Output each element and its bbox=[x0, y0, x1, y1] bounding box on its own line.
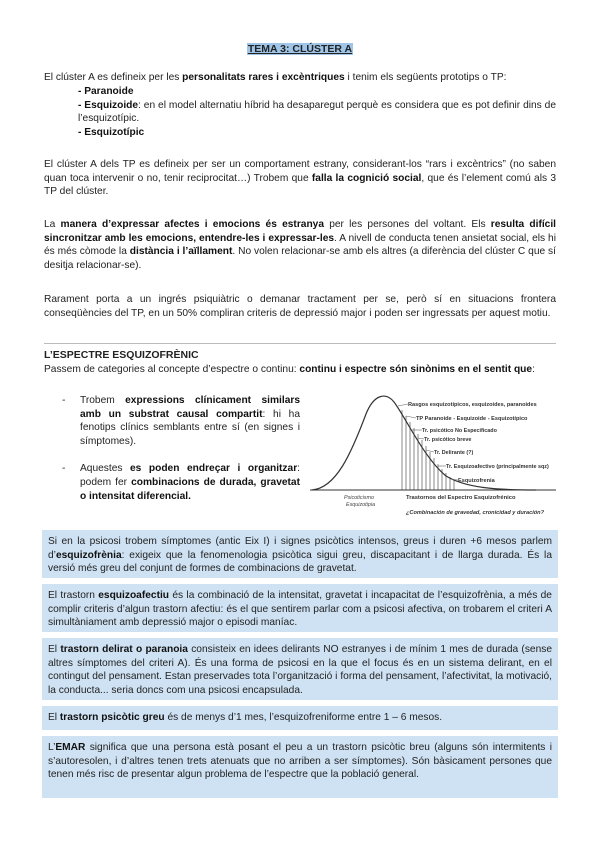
paragraph-admission: Rarament porta a un ingrés psiquiàtric o demanar tractament per se, però sí en situacions frontera conseqüències del TP, en un 50% compliran criteris de depressió major i poden ser ingressats per aquest motiu. bbox=[44, 294, 556, 319]
section-intro: Passem de categories al concepte d’espectre o continu: continu i espectre són sinònims en el sentit que: bbox=[44, 364, 535, 375]
axis-left-label: Esquizotipia bbox=[346, 502, 376, 508]
axis-title: Trastornos del Espectro Esquizofrénico bbox=[406, 495, 516, 501]
definition-box-brief-psychotic: El trastorn psicòtic greu és de menys d’1 mes, l’esquizofreniforme entre 1 – 6 mesos. bbox=[42, 706, 558, 730]
figure-label: TP Paranoide - Esquizoide - Esquizotípico bbox=[416, 416, 528, 422]
prototype-item: - Esquizoide: en el model alternatiu híbrid ha desaparegut perquè es considera que es pot definir dins de l’esquizotípic. bbox=[78, 99, 556, 125]
spectrum-bullet-list bbox=[62, 394, 300, 503]
definition-box-schizoaffective: El trastorn esquizoafectiu és la combinació de la intensitat, gravetat i incapacitat de l’esquizofrènia, a més de complir criteris d’algun trastorn afectiu: és el que sentirem parlar com a psicosi afectiva, on trobarem el criteri A simultàniament amb depressió major o episodi maníac. bbox=[42, 584, 558, 632]
figure-label: Tr. psicótico No Especificado bbox=[422, 428, 497, 434]
figure-label: Tr. psicótico breve bbox=[424, 437, 472, 443]
bell-curve bbox=[312, 396, 536, 490]
paragraph-cluster-a: El clúster A dels TP es defineix per ser un comportament estrany, considerant-los “rars i excèntrics” (no saben quan toca intervenir o no, tenir reciprocitat…) Trobem que falla la cognició social, que és l’element comú als 3 TP del clúster. bbox=[44, 159, 556, 198]
paragraph-emotions: La manera d’expressar afectes i emocions és estranya per les persones del voltant. Els resulta difícil sincronitzar amb les emocions, entendre-les i expressar-les. A nivell de conducta tenen ansietat social, els hi és més còmode la distància i l’aïllament. No volen relacionar-se amb els altres (a diferència del clúster C que sí desitja relacionar-se). bbox=[44, 219, 556, 271]
figure-label: Esquizofrenia bbox=[458, 478, 495, 484]
prototype-item: - Paranoide bbox=[78, 86, 134, 97]
bullet-item: - Trobem expressions clínicament similars amb un substrat causal compartit: hi ha fenotips clínics semblants entre sí (en signes i símptomes). bbox=[62, 395, 300, 447]
bullet-item: - Aquestes es poden endreçar i organitzar: podem fer combinacions de durada, gravetat o intensitat diferencial. bbox=[62, 463, 300, 502]
section-divider bbox=[44, 343, 556, 344]
page-title: TEMA 3: CLÚSTER A bbox=[247, 43, 353, 55]
section-heading: L’ESPECTRE ESQUIZOFRÈNIC bbox=[44, 349, 199, 361]
definition-box-delusional: El trastorn delirat o paranoia consisteix en idees delirants NO estranyes i de mínim 1 mes de durada (sense altres símptomes del criteri A). És una forma de psicosi en la que el focus és en un sistema delirant, en el contingut del pensament. Estan preservades tota l’organització i forma del pensament, l’afectivitat, la motivació, la conducta... seria doncs com una psicosi encapsulada. bbox=[42, 638, 558, 700]
figure-caption: ¿Combinación de gravedad, cronicidad y duración? bbox=[406, 510, 545, 516]
intro-paragraph: El clúster A es defineix per les personalitats rares i excèntriques i tenim els següents prototips o TP: bbox=[44, 72, 507, 83]
figure-label: Rasgos esquizotípicos, esquizoides, paranoides bbox=[408, 402, 537, 408]
prototype-item: - Esquizotípic bbox=[78, 126, 145, 138]
prototype-list bbox=[78, 85, 556, 139]
figure-label: Tr. Esquizoafectivo (principalmente sqz) bbox=[446, 464, 549, 470]
spectrum-diagram bbox=[306, 384, 590, 524]
axis-left-label: Psicoticismo bbox=[344, 495, 374, 501]
definition-box-schizophrenia: Si en la psicosi trobem símptomes (antic Eix I) i signes psicòtics intensos, greus i duren +6 mesos parlem d’esquizofrènia: exigeix que la fenomenologia psicòtica sigui greu, discapacitant i de llarga durada. És la versió més greu del conjunt de formes de combinacions de gravetat. bbox=[42, 530, 558, 578]
figure-label: Tr. Delirante (?) bbox=[434, 450, 474, 456]
definition-box-emar: L’EMAR significa que una persona està posant el peu a un trastorn psicòtic breu (alguns són intermitents i s’autoresolen, i d’altres tenen trets atenuats que no arriben a ser símptomes). Són bàsicament persones que tenen més risc de presentar algun problema de l’espectre que la població general. bbox=[42, 736, 558, 798]
